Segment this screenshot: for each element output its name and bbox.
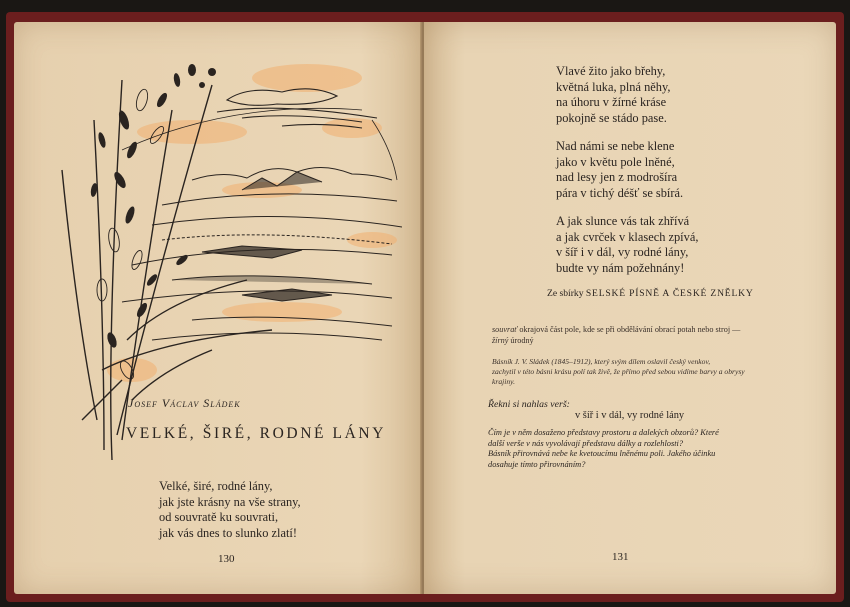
poem-title: VELKÉ, ŠIRÉ, RODNÉ LÁNY (126, 425, 386, 442)
verse-line: A jak slunce vás tak zhřívá (556, 214, 690, 228)
glossary-term: souvrať (492, 325, 518, 334)
verse-line: Velké, širé, rodné lány, (159, 479, 273, 493)
study-questions (488, 428, 784, 470)
stanza-1 (556, 64, 670, 126)
quoted-verse: v šíř i v dál, vy rodné lány (575, 410, 685, 421)
page-number-right: 131 (612, 551, 629, 563)
source-title: SELSKÉ PÍSNĚ A ČESKÉ ZNĚLKY (585, 288, 754, 299)
question-line: Básník přirovnává nebe ke kvetoucímu lněnému poli. Jakého účinku (488, 449, 716, 459)
note-line: Básník J. V. Sládek (1845–1912), který svým dílem oslavil český venkov, (492, 357, 711, 366)
verse-line: jak jste krásny na vše strany, (159, 494, 301, 509)
page-number-left: 130 (218, 553, 235, 565)
glossary-term: žírný (492, 336, 509, 345)
verse-line: jako v květu pole lněné, (556, 154, 675, 169)
stanza-3 (556, 214, 698, 276)
question-line: dosahuje tímto přirovnáním? (488, 459, 586, 469)
verse-line: nad lesy jen z modrošíra (556, 170, 678, 185)
note-line: krajiny. (492, 377, 515, 386)
glossary-definition: okrajová část pole, kde se při obdělávání obrací potah nebo stroj — (519, 325, 741, 334)
glossary (492, 324, 788, 346)
verse-line: od souvratě ku souvrati, (159, 510, 279, 525)
question-line: Čím je v něm dosaženo představy prostoru a dalekých obzorů? Které (488, 428, 719, 437)
verse-line: a jak cvrček v klasech zpívá, (556, 229, 699, 244)
watercolor-washes (107, 64, 397, 382)
verse-line: Vlavé žito jako břehy, (556, 64, 666, 78)
note-line: zachytil v této básni krásu polí tak živě, že přímo před sebou vidíme barvy a obrysy (492, 367, 745, 376)
verse-line: jak vás dnes to slunko zlatí! (159, 525, 297, 540)
source-citation (547, 288, 754, 299)
glossary-definition: úrodný (510, 336, 534, 345)
verse-line: květná luka, plná něhy, (556, 79, 671, 94)
verse-line: na úhoru v žírné kráse (556, 95, 667, 110)
plant-leaves (90, 64, 216, 349)
read-aloud-label: Řekni si nahlas verš: (488, 399, 570, 410)
poem-author: Josef Václav Sládek (128, 396, 241, 410)
left-stanza (159, 479, 301, 541)
verse-line: pára v tichý déšť se sbírá. (556, 185, 684, 200)
question-line: další verše v nás vyvolávají představu dálky a rozlehlosti? (488, 438, 684, 448)
verse-line: v šíř i v dál, vy rodné lány, (556, 245, 689, 260)
author-note (492, 357, 792, 387)
verse-line: pokojně se stádo pase. (556, 110, 667, 125)
verse-line: budte vy nám požehnány! (556, 260, 685, 275)
stanza-2 (556, 139, 683, 201)
verse-line: Nad námi se nebe klene (556, 139, 675, 153)
source-prefix: Ze sbírky (547, 288, 584, 299)
